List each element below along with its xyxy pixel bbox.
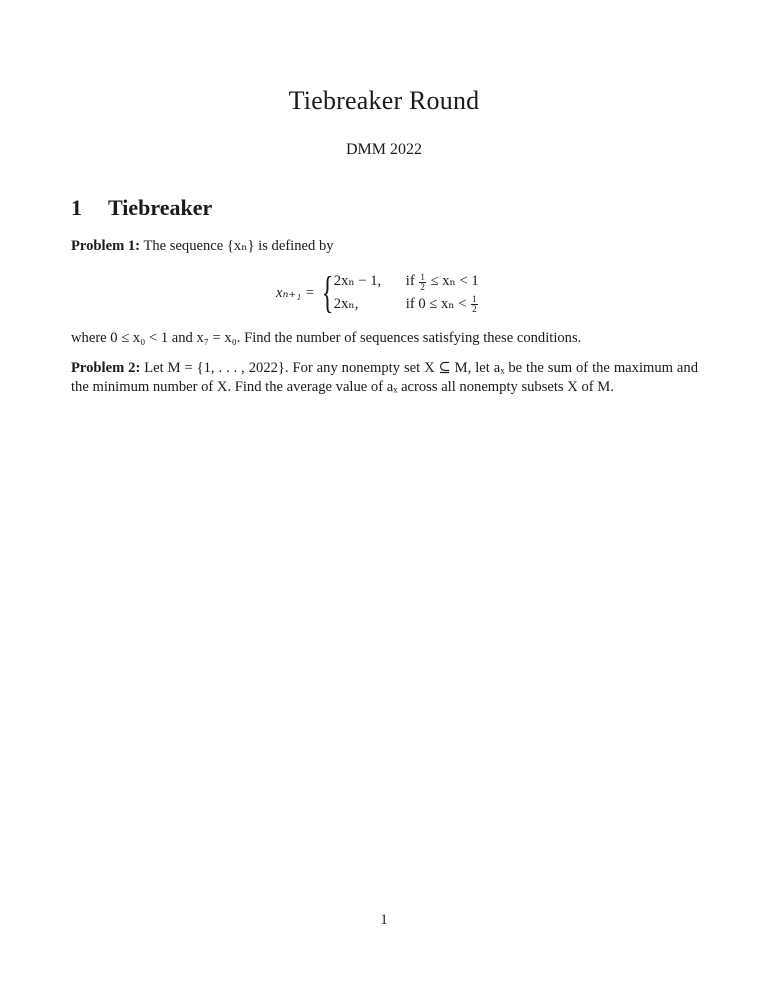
document-subtitle: DMM 2022	[345, 141, 422, 158]
problem-1-intro	[71, 237, 698, 256]
section-title: Tiebreaker	[108, 195, 213, 220]
case-1-condition: if $\frac{1}{2}$ ≤ xₙ < 1	[405, 271, 479, 292]
equation-lhs: xₙ₊₁ =	[276, 285, 315, 301]
case-2-expr: 2xₙ,	[333, 295, 359, 312]
problem-1-label: Problem 1:	[71, 238, 141, 254]
problem-1-intro-text: The sequence {xₙ} is defined by	[143, 238, 334, 254]
left-brace: {	[321, 268, 334, 317]
problem-1-conclusion: where 0 ≤ x₀ < 1 and x₇ = x₀. Find the number of sequences satisfying these conditions.	[71, 330, 582, 346]
document-title: Tiebreaker Round	[288, 86, 480, 115]
page-number: 1	[380, 912, 388, 928]
problem-2	[71, 359, 698, 397]
case-2-condition: if 0 ≤ xₙ < $\frac{1}{2}$	[405, 293, 477, 314]
recurrence-equation	[276, 270, 479, 316]
section-number: 1	[71, 195, 82, 220]
problem-2-text: Let M = {1, . . . , 2022}. For any nonempty set X ⊆ M, let aₓ be the sum of the maximum and the minimum number of X. Find the average value of aₓ across all nonempty subsets X of M.	[71, 360, 698, 395]
problem-2-label: Problem 2:	[71, 360, 141, 376]
case-1-expr: 2xₙ − 1,	[333, 273, 382, 290]
section-heading	[71, 195, 212, 221]
equation-cases	[334, 272, 479, 313]
